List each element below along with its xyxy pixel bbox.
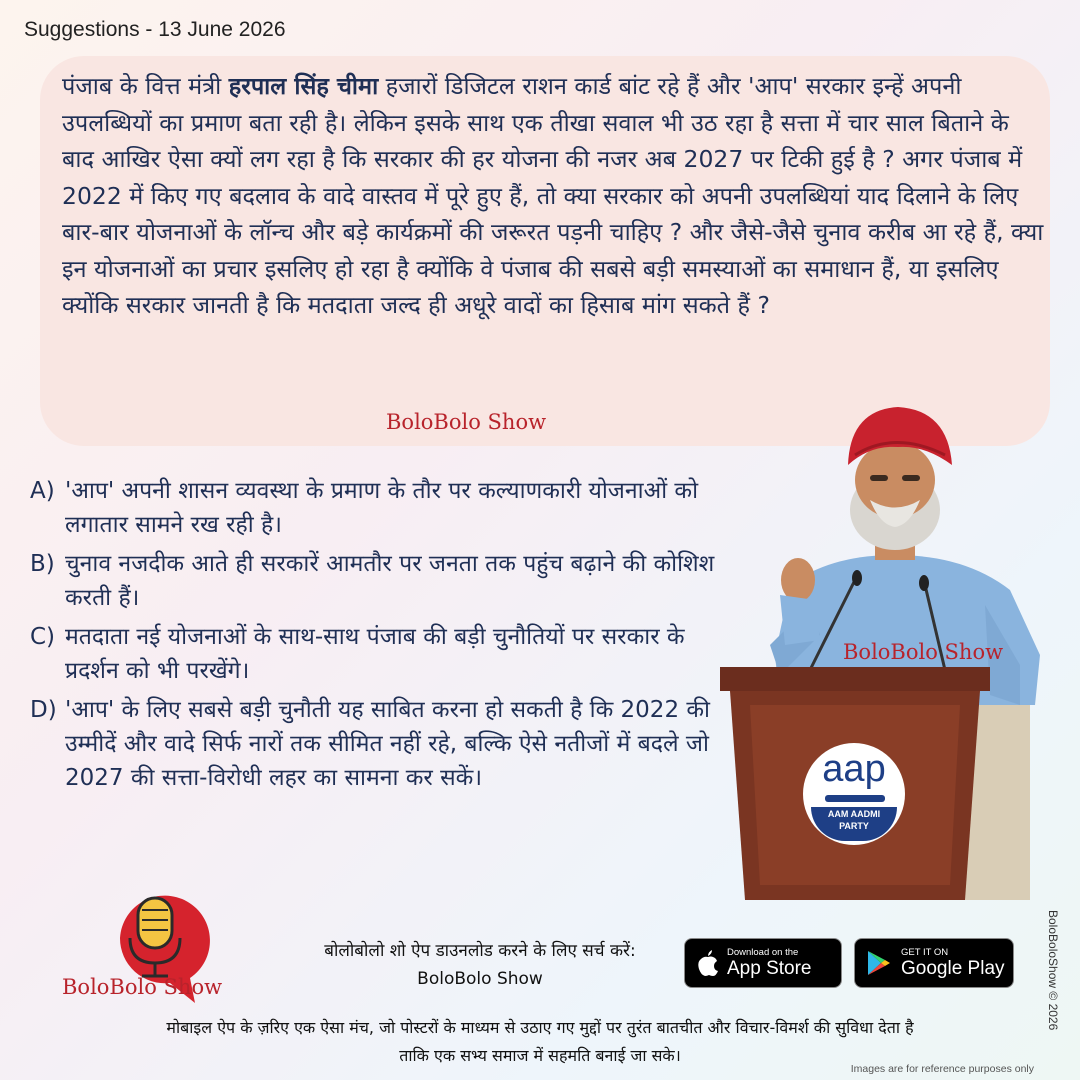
app-store-button[interactable] [684, 938, 842, 988]
minister-name: हरपाल सिंह चीमा [228, 72, 379, 100]
question-body: हजारों डिजिटल राशन कार्ड बांट रहे हैं और 'आप' सरकार इन्हें अपनी उपलब्धियों का प्रमाण बता रही है। लेकिन इसके साथ एक तीखा सवाल भी उठ रहा है सत्ता में चार साल बिताने के बाद आखिर ऐसा क्यों लग रहा है कि सरकार की हर योजना की नजर अब 2027 पर टिकी हुई है ? अगर पंजाब में 2022 में किए गए बदलाव के वादे वास्तव में पूरे हुए हैं, तो क्या सरकार को अपनी उपलब्धियां याद दिलाने के लिए बार-बार योजनाओं के लॉन्च और बड़े कार्यक्रमों की जरूरत पड़नी चाहिए ? और जैसे-जैसे चुनाव करीब आ रहे हैं, क्या इन योजनाओं का प्रचार इसलिए हो रहा है क्योंकि वे पंजाब की सबसे बड़ी समस्याओं का समाधान हैं, या इसलिए क्योंकि सरकार जानती है कि मतदाता जल्द ही अधूरे वादों का हिसाब मांग सकते हैं ? [62, 72, 1044, 319]
disclaimer: Images are for reference purposes only [850, 1063, 1034, 1075]
options-list [30, 474, 730, 800]
aap-broom-icon [825, 795, 885, 802]
download-instructions [280, 937, 680, 993]
question-intro: पंजाब के वित्त मंत्री [62, 72, 229, 100]
brand-name: BoloBolo Show [62, 975, 223, 999]
footer-line2: ताकि एक सभ्य समाज में सहमति बनाई जा सके। [399, 1046, 681, 1065]
app-store-big: App Store [727, 957, 812, 979]
aap-logo-line2: PARTY [839, 821, 869, 831]
download-line1: बोलोबोलो शो ऐप डाउनलोड करने के लिए सर्च करें: [324, 941, 636, 961]
aap-logo-mark: aap [822, 748, 886, 790]
download-line2: BoloBolo Show [417, 969, 543, 989]
google-play-icon [867, 950, 891, 976]
copyright: BoloBoloShow © 2026 [1046, 910, 1060, 1031]
apple-icon [697, 950, 719, 976]
app-store-small: Download on the [727, 946, 799, 958]
footer-text [30, 1014, 1050, 1070]
google-play-small: GET IT ON [901, 946, 949, 958]
aap-logo [803, 743, 905, 845]
option-c[interactable]: C) मतदाता नई योजनाओं के साथ-साथ पंजाब की बड़ी चुनौतियों पर सरकार के प्रदर्शन को भी परखेंगे। [30, 624, 685, 684]
option-a[interactable]: A) 'आप' अपनी शासन व्यवस्था के प्रमाण के तौर पर कल्याणकारी योजनाओं को लगातार सामने रख रही है। [30, 478, 699, 538]
aap-logo-line1: AAM AADMI [827, 809, 881, 819]
footer-line1: मोबाइल ऐप के ज़रिए एक ऐसा मंच, जो पोस्टरों के माध्यम से उठाए गए मुद्दों पर तुरंत बातचीत और विचार-विमर्श की सुविधा देता है [166, 1018, 914, 1037]
google-play-big: Google Play [901, 957, 1005, 979]
option-d[interactable]: D) 'आप' के लिए सबसे बड़ी चुनौती यह साबित करना हो सकती है कि 2022 की उम्मीदें और वादे सिर्फ नारों तक सीमित नहीं रहे, बल्कि ऐसे नतीजों में बदले जो 2027 की सत्ता-विरोधी लहर का सामना कर सकें। [30, 697, 711, 791]
watermark-overlay: BoloBolo Show [843, 640, 1004, 664]
google-play-button[interactable] [854, 938, 1014, 988]
page-title: Suggestions - 13 June 2026 [24, 18, 286, 41]
watermark: BoloBolo Show [386, 410, 547, 434]
question-text [62, 68, 1047, 324]
option-b[interactable]: B) चुनाव नजदीक आते ही सरकारें आमतौर पर जनता तक पहुंच बढ़ाने की कोशिश करती हैं। [30, 551, 715, 611]
